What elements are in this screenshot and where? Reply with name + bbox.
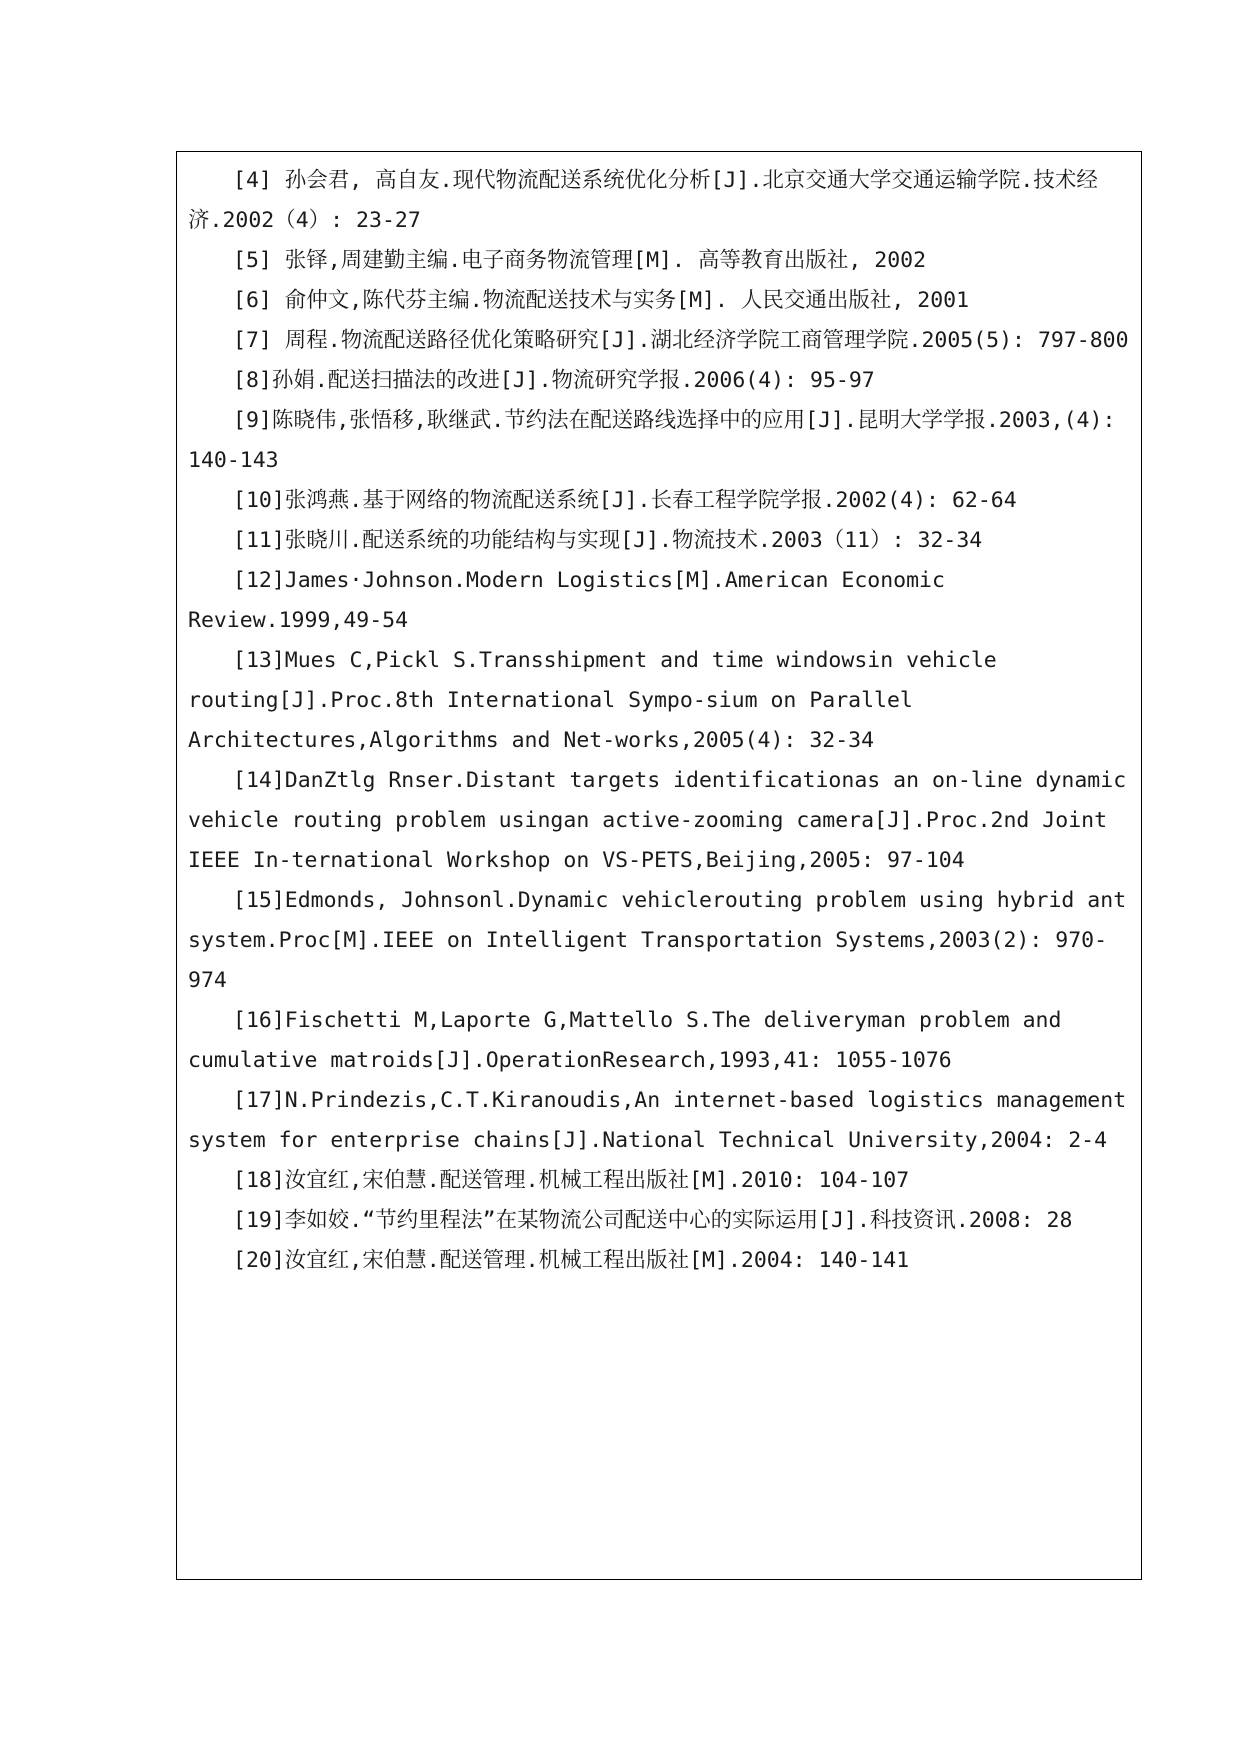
reference-item-6: [6] 俞仲文,陈代芬主编.物流配送技术与实务[M]. 人民交通出版社, 2001 <box>233 288 970 313</box>
reference-item-9: [9]陈晓伟,张悟移,耿继武.节约法在配送路线选择中的应用[J].昆明大学学报.2003,(4): 140-143 <box>188 408 1116 473</box>
reference-item-18: [18]汝宜红,宋伯慧.配送管理.机械工程出版社[M].2010: 104-107 <box>233 1168 910 1193</box>
reference-item-11: [11]张晓川.配送系统的功能结构与实现[J].物流技术.2003（11）: 32-34 <box>233 528 983 553</box>
reference-item-5: [5] 张铎,周建勤主编.电子商务物流管理[M]. 高等教育出版社, 2002 <box>233 248 927 273</box>
reference-item-10: [10]张鸿燕.基于网络的物流配送系统[J].长春工程学院学报.2002(4): 62-64 <box>233 488 1017 513</box>
reference-item-17: [17]N.Prindezis,C.T.Kiranoudis,An internet-based logistics management system for enterprise chains[J].National Technical University,2004: 2-4 <box>188 1088 1127 1153</box>
reference-item-7: [7] 周程.物流配送路径优化策略研究[J].湖北经济学院工商管理学院.2005(5): 797-800 <box>233 328 1129 353</box>
reference-item-14: [14]DanZtlg Rnser.Distant targets identificationas an on-line dynamic vehicle routing problem usingan active-zooming camera[J].Proc.2nd Joint IEEE In-ternational Workshop on VS-PETS,Beijing,2005: 97-104 <box>188 768 1127 873</box>
reference-item-19: [19]李如姣.“节约里程法”在某物流公司配送中心的实际运用[J].科技资讯.2008: 28 <box>233 1208 1073 1233</box>
reference-item-15: [15]Edmonds, Johnsonl.Dynamic vehiclerouting problem using hybrid ant system.Proc[M].IEEE on Intelligent Transportation Systems,2003(2): 970-974 <box>188 888 1127 993</box>
reference-item-4: [4] 孙会君, 高自友.现代物流配送系统优化分析[J].北京交通大学交通运输学院.技术经济.2002（4）: 23-27 <box>188 168 1098 233</box>
reference-list <box>188 161 1138 1281</box>
reference-item-13: [13]Mues C,Pickl S.Transshipment and time windowsin vehicle routing[J].Proc.8th International Sympo-sium on Parallel Architectures,Algorithms and Net-works,2005(4): 32-34 <box>188 648 997 753</box>
reference-item-20: [20]汝宜红,宋伯慧.配送管理.机械工程出版社[M].2004: 140-141 <box>233 1248 910 1273</box>
reference-item-8: [8]孙娟.配送扫描法的改进[J].物流研究学报.2006(4): 95-97 <box>233 368 875 393</box>
reference-item-16: [16]Fischetti M,Laporte G,Mattello S.The deliveryman problem and cumulative matroids[J].OperationResearch,1993,41: 1055-1076 <box>188 1008 1062 1073</box>
reference-item-12: [12]James·Johnson.Modern Logistics[M].American Economic Review.1999,49-54 <box>188 568 945 633</box>
